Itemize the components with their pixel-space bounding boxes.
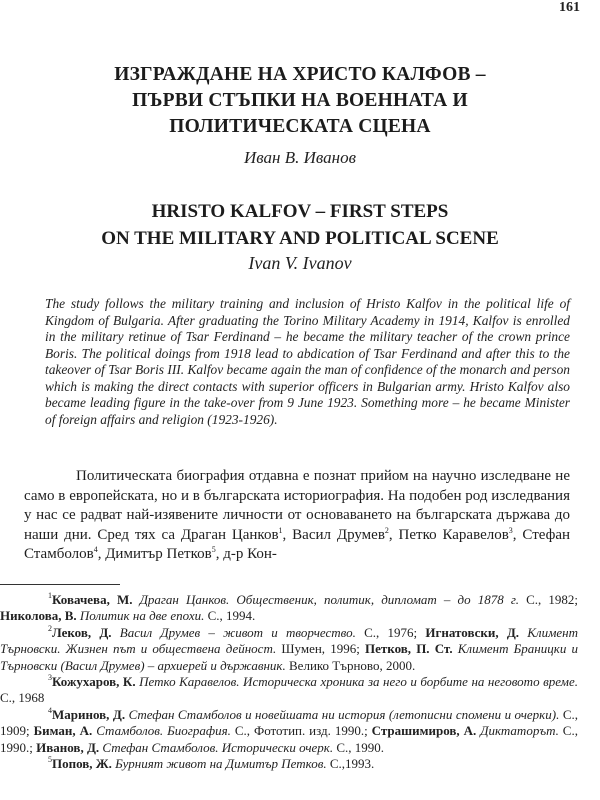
citation-title: Стамболов. Биография.: [92, 723, 231, 739]
citation-details: С., 1990.: [333, 739, 385, 755]
footnote-number: 1: [48, 591, 52, 600]
footnote-number: 2: [48, 623, 52, 633]
footnote-number: 4: [48, 705, 52, 715]
article-title-english: [0, 198, 600, 252]
citation-author: Петков, П. Ст.: [365, 641, 453, 657]
footnote: [0, 756, 578, 772]
body-text-segment: , Димитър Петков: [97, 546, 212, 562]
citation-details: С., 1982;: [518, 592, 578, 607]
abstract: The study follows the military training and inclusion of Hristo Kalfov in the political life of Kingdom of Bulgaria. After graduating the Torino Military Academy in 1914, Kalfov is enrolled in the military retinue of Tsar Ferdinand – he became the military teacher of the crown prince Boris. The political doings from 1918 lead to abdication of Tsar Ferdinand and after this to the takeover of Tsar Boris III. Kalfov became again the man of confidence of the monarch and person which is making the direct contacts with superior officers in Bulgarian army. Hristo Kalfov also became leading figure in the take-over from 9 June 1923. Something more – he became Minister of foreign affairs and religion (1923-1926).: [45, 296, 570, 427]
footnote: [0, 625, 578, 674]
citation-details: С.,1993.: [326, 756, 375, 772]
footnote-number: 5: [48, 755, 52, 765]
page-number: 161: [559, 0, 580, 15]
citation-author: Николова, В.: [0, 608, 77, 624]
body-text-segment: , Петко Каравелов: [388, 526, 509, 543]
citation-title: Стефан Стамболов. Исторически очерк.: [99, 739, 334, 755]
citation-author: Кожухаров, К.: [52, 674, 136, 690]
citation-author: Попов, Ж.: [52, 756, 112, 772]
citation-title: Климент Браницки и Търновски (Васил Друмев) – архиерей и държавник.: [0, 641, 578, 673]
title-en-line: HRISTO KALFOV – FIRST STEPS: [151, 201, 449, 222]
citation-title: Климент Търновски. Жизнен път и обществена дейност.: [0, 624, 578, 657]
citation-author: Страшимиров, А.: [371, 723, 477, 739]
citation-author: Маринов, Д.: [52, 706, 126, 722]
citation-details: Велико Търново, 2000.: [285, 657, 416, 673]
footnote-ref[interactable]: 2: [384, 525, 389, 535]
article-title-bulgarian: [0, 62, 600, 140]
body-text-segment: , Васил Друмев: [282, 526, 385, 543]
footnote: [0, 707, 578, 756]
citation-details: С., 1976;: [355, 624, 426, 640]
citation-details: С., 1990.;: [0, 723, 578, 755]
title-bg-line: ПОЛИТИЧЕСКАТА СЦЕНА: [169, 116, 431, 137]
citation-details: Шумен, 1996;: [276, 641, 365, 657]
citation-details: С., 1994.: [204, 608, 256, 624]
title-en-line: ON THE MILITARY AND POLITICAL SCENE: [101, 228, 499, 249]
citation-title: Бурният живот на Димитър Петков.: [111, 756, 327, 772]
citation-title: Драган Цанков. Общественик, политик, дипломат – до 1878 г.: [132, 592, 519, 607]
citation-author: Биман, А.: [33, 723, 93, 739]
body-paragraph: [24, 467, 570, 565]
footnote-ref[interactable]: 1: [278, 525, 283, 535]
footnote: [0, 674, 578, 707]
body-text-segment: Политическата биография отдавна е познат прийом на научно изследване не само в европейската, но и в българската историография. На подобен род изследвания у нас се радват най-изявените личности от основаването на българската държава до наши дни. Сред тях са Драган Цанков: [24, 468, 570, 543]
author-name-english: Ivan V. Ivanov: [248, 253, 352, 273]
citation-author: Ковачева, М.: [52, 592, 133, 607]
title-bg-line: ИЗГРАЖДАНЕ НА ХРИСТО КАЛФОВ –: [114, 64, 486, 85]
title-bg-line: ПЪРВИ СТЪПКИ НА ВОЕННАТА И: [132, 90, 468, 111]
citation-details: С., 1909;: [0, 706, 578, 739]
citation-title: Политик на две епохи.: [76, 608, 205, 624]
footnote-number: 3: [48, 673, 52, 683]
footnote-separator: [0, 584, 120, 585]
citation-details: С., Фототип. изд. 1990.;: [230, 723, 372, 739]
body-text-segment: , д-р Кон-: [215, 546, 277, 562]
footnotes: [0, 592, 578, 772]
citation-author: Иванов, Д.: [36, 739, 100, 755]
citation-title: Стефан Стамболов и новейшата ни история (летописни спомени и очерки).: [125, 706, 560, 722]
citation-author: Леков, Д.: [52, 624, 112, 640]
citation-title: Васил Друмев – живот и творчество.: [111, 624, 356, 640]
footnote-ref[interactable]: 5: [211, 545, 216, 554]
citation-author: Игнатовски, Д.: [425, 624, 520, 640]
author-name-bulgarian: Иван В. Иванов: [244, 148, 356, 167]
citation-title: Диктаторът.: [476, 723, 559, 739]
footnote: [0, 592, 578, 625]
footnote-ref[interactable]: 4: [93, 545, 98, 554]
footnote-ref[interactable]: 3: [508, 525, 513, 535]
citation-details: С., 1968: [0, 690, 45, 706]
body-text-segment: , Стефан Стамболов: [24, 526, 571, 562]
citation-title: Петко Каравелов. Историческа хроника за него и борбите на неговото време.: [135, 674, 578, 690]
